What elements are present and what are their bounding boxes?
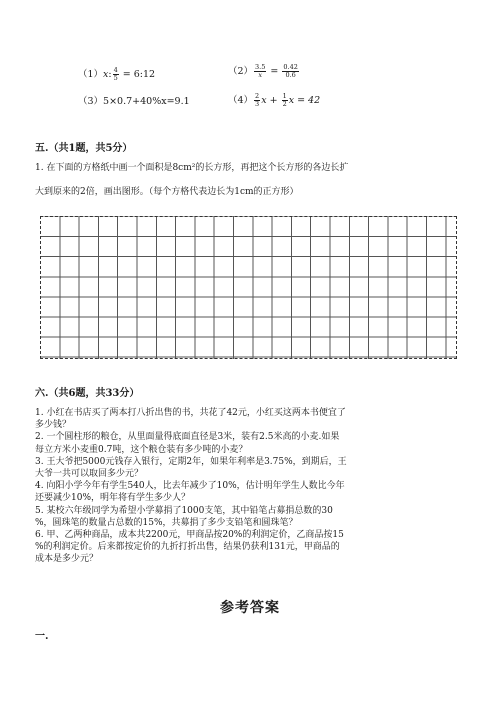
equation-2-label: （2） xyxy=(228,66,254,77)
fraction-denominator: 3 xyxy=(255,100,260,108)
equation-1 xyxy=(78,67,155,82)
fraction-denominator: 2 xyxy=(282,100,287,108)
problem-line: 4. 向阳小学今年有学生540人，比去年减少了10%，估计明年学生人数比今年 xyxy=(35,481,345,492)
equation-4-fraction-1 xyxy=(254,93,260,108)
problem-line: %的利润定价。后来都按定价的九折打折出售，结果仍获利131元，甲商品的 xyxy=(35,542,340,553)
problem-line: 2. 一个圆柱形的粮仓，从里面量得底面直径是3米，装有2.5米高的小麦.如果 xyxy=(35,432,340,443)
equation-2 xyxy=(228,64,300,79)
answer-key-title: 参考答案 xyxy=(220,600,280,616)
question-line: 1. 在下面的方格纸中画一个面积是8cm²的长方形，再把这个长方形的各边长扩 xyxy=(35,163,349,173)
equation-1-variable: x xyxy=(103,69,109,80)
section-6-problems xyxy=(35,407,463,566)
equation-4-rhs: x = 42 xyxy=(288,95,321,106)
problem-line: 大爷一共可以取回多少元？ xyxy=(35,469,144,480)
fraction-numerator: 1 xyxy=(282,92,287,100)
equation-4-middle: x + xyxy=(261,95,278,106)
equation-2-right-fraction xyxy=(282,64,298,79)
answer-section-1-label: 一. xyxy=(35,631,49,642)
equation-1-label: （1） xyxy=(78,69,104,80)
equation-2-left-fraction xyxy=(254,64,266,79)
problem-line: 每立方米小麦重0.7吨，这个粮仓装有多少吨的小麦？ xyxy=(35,444,248,455)
problem-line: 3. 王大爷把5000元钱存入银行，定期2年，如果年利率是3.75%，到期后，王 xyxy=(35,456,347,467)
equation-1-fraction xyxy=(113,67,119,82)
fraction-numerator: 0.42 xyxy=(283,63,298,71)
problem-line: 6. 甲、乙两种商品，成本共2200元，甲商品按20%的利润定价，乙商品按15 xyxy=(35,530,344,541)
problem-line: 多少钱？ xyxy=(35,420,72,431)
problem-line: 5. 某校六年级同学为希望小学募捐了1000支笔，其中铅笔占募捐总数的30 xyxy=(35,505,333,516)
question-line: 大到原来的2倍，画出图形。（每个方格代表边长为1cm的正方形） xyxy=(35,186,299,197)
equation-4 xyxy=(228,93,320,108)
grid-paper xyxy=(40,216,457,359)
equation-2-equals: = xyxy=(270,66,279,77)
problem-line: 1. 小红在书店买了两本打八折出售的书，共花了42元，小红买这两本书便宜了 xyxy=(35,408,346,418)
section-5-question xyxy=(35,161,460,199)
problem-line: 成本是多少元？ xyxy=(35,554,99,565)
problem-line: 还要减少10%，明年将有学生多少人？ xyxy=(35,493,191,504)
fraction-numerator: 2 xyxy=(255,92,260,100)
section-6-heading: 六.（共6题，共33分） xyxy=(35,388,140,399)
equation-4-label: （4） xyxy=(228,95,254,106)
equation-1-colon: : xyxy=(108,69,112,80)
fraction-denominator: 0.6 xyxy=(285,71,296,79)
fraction-numerator: 3.5 xyxy=(255,63,266,71)
problem-line: %，圆珠笔的数量占总数的15%，共募捐了多少支铅笔和圆珠笔？ xyxy=(35,517,298,528)
fraction-numerator: 4 xyxy=(113,66,118,74)
equation-3: （3）5×0.7+40%x=9.1 xyxy=(78,96,190,107)
fraction-denominator: x xyxy=(258,71,263,79)
section-5-heading: 五.（共1题，共5分） xyxy=(35,143,133,154)
equation-4-fraction-2 xyxy=(282,93,288,108)
fraction-denominator: 5 xyxy=(113,74,118,82)
equation-1-rhs: = 6:12 xyxy=(122,69,156,80)
